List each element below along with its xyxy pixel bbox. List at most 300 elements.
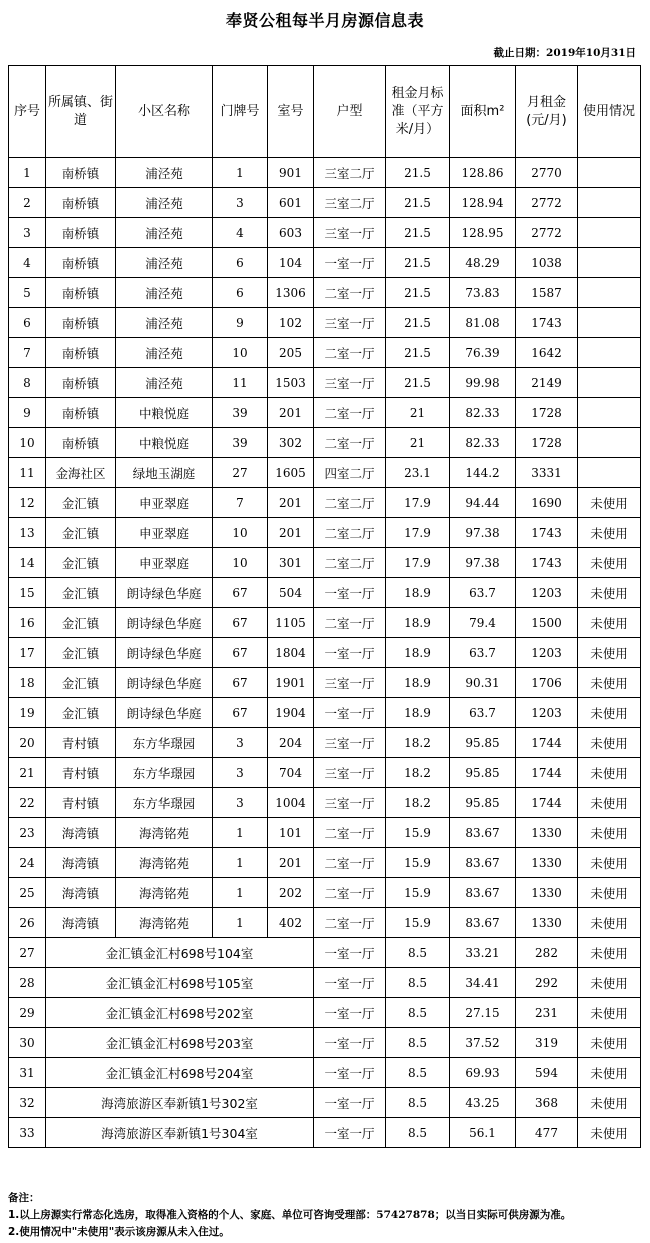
table-cell: 82.33 — [450, 398, 516, 428]
table-cell: 金汇镇 — [46, 638, 116, 668]
table-cell: 282 — [516, 938, 578, 968]
table-cell: 15.9 — [386, 818, 450, 848]
table-row — [9, 698, 641, 728]
table-cell: 1306 — [268, 278, 314, 308]
table-cell: 10 — [213, 518, 268, 548]
table-cell: 海湾镇 — [46, 848, 116, 878]
table-cell: 二室二厅 — [314, 488, 386, 518]
table-cell: 15 — [9, 578, 46, 608]
table-cell: 浦泾苑 — [116, 308, 213, 338]
table-cell: 21.5 — [386, 158, 450, 188]
table-cell: 浦泾苑 — [116, 368, 213, 398]
table-cell: 1330 — [516, 878, 578, 908]
table-cell: 1203 — [516, 578, 578, 608]
table-cell: 201 — [268, 488, 314, 518]
table-cell: 601 — [268, 188, 314, 218]
table-cell: 67 — [213, 578, 268, 608]
table-cell: 1587 — [516, 278, 578, 308]
table-cell: 104 — [268, 248, 314, 278]
table-cell: 金汇镇 — [46, 578, 116, 608]
table-cell: 一室一厅 — [314, 1118, 386, 1148]
table-cell: 63.7 — [450, 638, 516, 668]
table-cell: 21.5 — [386, 278, 450, 308]
table-cell: 浦泾苑 — [116, 338, 213, 368]
table-cell: 金海社区 — [46, 458, 116, 488]
deadline-date: 截止日期：2019年10月31日 — [493, 47, 636, 59]
table-cell: 二室一厅 — [314, 278, 386, 308]
table-cell: 二室一厅 — [314, 608, 386, 638]
table-cell: 102 — [268, 308, 314, 338]
table-cell: 82.33 — [450, 428, 516, 458]
note-1 — [8, 1207, 571, 1224]
table-cell: 18.9 — [386, 698, 450, 728]
table-cell: 368 — [516, 1088, 578, 1118]
table-cell: 17.9 — [386, 548, 450, 578]
table-row — [9, 488, 641, 518]
table-cell: 南桥镇 — [46, 248, 116, 278]
table-cell: 1804 — [268, 638, 314, 668]
table-cell: 21 — [386, 398, 450, 428]
table-cell: 海湾旅游区奉新镇1号302室 — [46, 1088, 314, 1118]
table-cell: 128.94 — [450, 188, 516, 218]
table-cell: 83.67 — [450, 878, 516, 908]
table-cell: 1 — [213, 158, 268, 188]
table-row — [9, 398, 641, 428]
table-cell: 朗诗绿色华庭 — [116, 698, 213, 728]
table-cell: 1743 — [516, 548, 578, 578]
table-cell: 8.5 — [386, 1028, 450, 1058]
table-cell: 18.9 — [386, 578, 450, 608]
table-row — [9, 1118, 641, 1148]
table-cell: 8.5 — [386, 998, 450, 1028]
table-cell: 6 — [9, 308, 46, 338]
header-cell: 租金月标准（平方米/月） — [386, 66, 450, 158]
table-cell: 海湾镇 — [46, 878, 116, 908]
table-cell: 南桥镇 — [46, 428, 116, 458]
table-cell: 1743 — [516, 308, 578, 338]
table-cell — [578, 368, 641, 398]
table-cell: 未使用 — [578, 548, 641, 578]
table-cell: 浦泾苑 — [116, 278, 213, 308]
table-cell: 67 — [213, 698, 268, 728]
table-cell: 2 — [9, 188, 46, 218]
table-cell: 未使用 — [578, 698, 641, 728]
table-cell: 83.67 — [450, 848, 516, 878]
table-cell: 一室一厅 — [314, 248, 386, 278]
table-cell: 4 — [9, 248, 46, 278]
table-cell: 朗诗绿色华庭 — [116, 578, 213, 608]
table-cell: 南桥镇 — [46, 368, 116, 398]
table-header-row — [9, 66, 641, 158]
table-row — [9, 908, 641, 938]
table-cell: 11 — [213, 368, 268, 398]
table-cell: 浦泾苑 — [116, 158, 213, 188]
table-cell: 三室一厅 — [314, 218, 386, 248]
table-cell: 56.1 — [450, 1118, 516, 1148]
table-cell: 四室二厅 — [314, 458, 386, 488]
table-cell: 21 — [9, 758, 46, 788]
table-cell: 5 — [9, 278, 46, 308]
table-row — [9, 638, 641, 668]
table-cell: 18.9 — [386, 638, 450, 668]
table-cell: 浦泾苑 — [116, 248, 213, 278]
table-cell: 18.9 — [386, 668, 450, 698]
table-cell: 东方华璟园 — [116, 758, 213, 788]
table-cell: 69.93 — [450, 1058, 516, 1088]
table-cell: 12 — [9, 488, 46, 518]
table-cell: 24 — [9, 848, 46, 878]
table-cell: 三室一厅 — [314, 308, 386, 338]
table-row — [9, 848, 641, 878]
table-cell: 8.5 — [386, 968, 450, 998]
table-cell — [578, 248, 641, 278]
table-cell: 15.9 — [386, 908, 450, 938]
table-cell: 95.85 — [450, 728, 516, 758]
table-cell: 67 — [213, 638, 268, 668]
table-cell: 2772 — [516, 218, 578, 248]
table-cell: 17 — [9, 638, 46, 668]
table-cell: 二室一厅 — [314, 878, 386, 908]
table-row — [9, 248, 641, 278]
table-cell: 14 — [9, 548, 46, 578]
table-cell: 一室一厅 — [314, 578, 386, 608]
table-cell: 1 — [213, 848, 268, 878]
table-cell: 504 — [268, 578, 314, 608]
table-cell: 21.5 — [386, 308, 450, 338]
table-cell: 20 — [9, 728, 46, 758]
table-cell: 1743 — [516, 518, 578, 548]
table-cell: 青村镇 — [46, 788, 116, 818]
table-cell: 一室一厅 — [314, 998, 386, 1028]
table-row — [9, 968, 641, 998]
table-cell: 东方华璟园 — [116, 728, 213, 758]
table-cell: 292 — [516, 968, 578, 998]
table-cell — [578, 218, 641, 248]
table-cell: 10 — [213, 548, 268, 578]
table-cell: 南桥镇 — [46, 218, 116, 248]
header-cell: 门牌号 — [213, 66, 268, 158]
table-cell: 海湾铭苑 — [116, 908, 213, 938]
table-cell: 99.98 — [450, 368, 516, 398]
table-cell: 海湾镇 — [46, 908, 116, 938]
table-cell: 未使用 — [578, 1028, 641, 1058]
table-cell: 704 — [268, 758, 314, 788]
table-cell: 未使用 — [578, 878, 641, 908]
table-cell: 一室一厅 — [314, 1088, 386, 1118]
table-cell: 1744 — [516, 758, 578, 788]
table-cell: 一室一厅 — [314, 1028, 386, 1058]
table-cell — [578, 398, 641, 428]
table-cell: 1500 — [516, 608, 578, 638]
table-cell: 302 — [268, 428, 314, 458]
table-cell: 申亚翠庭 — [116, 548, 213, 578]
table-cell: 未使用 — [578, 758, 641, 788]
table-row — [9, 608, 641, 638]
header-cell: 所属镇、街道 — [46, 66, 116, 158]
table-cell: 未使用 — [578, 638, 641, 668]
table-cell: 21.5 — [386, 188, 450, 218]
table-cell: 未使用 — [578, 668, 641, 698]
table-cell: 28 — [9, 968, 46, 998]
table-cell: 39 — [213, 398, 268, 428]
header-cell: 户型 — [314, 66, 386, 158]
table-cell: 9 — [9, 398, 46, 428]
table-cell: 1330 — [516, 818, 578, 848]
table-cell: 南桥镇 — [46, 278, 116, 308]
table-cell: 603 — [268, 218, 314, 248]
table-cell: 63.7 — [450, 578, 516, 608]
table-cell — [578, 428, 641, 458]
table-cell: 金汇镇 — [46, 518, 116, 548]
table-cell: 海湾铭苑 — [116, 848, 213, 878]
table-cell: 中粮悦庭 — [116, 428, 213, 458]
table-cell: 205 — [268, 338, 314, 368]
table-cell: 477 — [516, 1118, 578, 1148]
table-cell: 3 — [213, 788, 268, 818]
table-cell: 三室一厅 — [314, 368, 386, 398]
table-cell: 4 — [213, 218, 268, 248]
table-cell: 29 — [9, 998, 46, 1028]
table-cell: 1 — [9, 158, 46, 188]
table-cell: 1330 — [516, 848, 578, 878]
table-cell — [578, 308, 641, 338]
table-cell: 8.5 — [386, 1118, 450, 1148]
table-cell: 一室一厅 — [314, 968, 386, 998]
table-cell: 3 — [213, 728, 268, 758]
table-cell: 15.9 — [386, 848, 450, 878]
table-cell: 21.5 — [386, 218, 450, 248]
table-cell: 6 — [213, 248, 268, 278]
table-cell: 10 — [213, 338, 268, 368]
table-cell: 18.2 — [386, 728, 450, 758]
table-row — [9, 548, 641, 578]
table-cell: 南桥镇 — [46, 188, 116, 218]
table-cell: 青村镇 — [46, 758, 116, 788]
table-cell: 21.5 — [386, 248, 450, 278]
table-cell: 1203 — [516, 638, 578, 668]
table-cell: 83.67 — [450, 818, 516, 848]
table-cell: 201 — [268, 518, 314, 548]
table-cell: 二室一厅 — [314, 848, 386, 878]
table-cell: 27 — [213, 458, 268, 488]
table-cell: 二室一厅 — [314, 338, 386, 368]
table-cell: 231 — [516, 998, 578, 1028]
table-cell: 319 — [516, 1028, 578, 1058]
table-cell: 申亚翠庭 — [116, 488, 213, 518]
page-title: 奉贤公租每半月房源信息表 — [225, 11, 424, 30]
table-cell: 1901 — [268, 668, 314, 698]
table-cell: 9 — [213, 308, 268, 338]
table-cell: 1744 — [516, 788, 578, 818]
table-cell: 未使用 — [578, 578, 641, 608]
table-cell: 1004 — [268, 788, 314, 818]
table-cell: 三室一厅 — [314, 788, 386, 818]
table-cell: 18.2 — [386, 758, 450, 788]
table-cell: 2149 — [516, 368, 578, 398]
table-cell: 594 — [516, 1058, 578, 1088]
note-1-text: 1.以上房源实行常态化选房，取得准入资格的个人、家庭、单位可咨询受理部： — [8, 1209, 377, 1221]
table-cell: 67 — [213, 608, 268, 638]
table-cell: 901 — [268, 158, 314, 188]
table-cell: 81.08 — [450, 308, 516, 338]
table-cell: 27.15 — [450, 998, 516, 1028]
table-cell: 海湾旅游区奉新镇1号304室 — [46, 1118, 314, 1148]
table-cell: 二室二厅 — [314, 518, 386, 548]
table-cell: 未使用 — [578, 938, 641, 968]
table-cell: 海湾铭苑 — [116, 878, 213, 908]
table-cell: 金汇镇 — [46, 608, 116, 638]
table-cell: 402 — [268, 908, 314, 938]
table-cell: 83.67 — [450, 908, 516, 938]
table-row — [9, 1058, 641, 1088]
table-cell: 6 — [213, 278, 268, 308]
table-cell: 76.39 — [450, 338, 516, 368]
table-cell: 202 — [268, 878, 314, 908]
table-row — [9, 668, 641, 698]
table-cell: 南桥镇 — [46, 338, 116, 368]
table-cell: 95.85 — [450, 788, 516, 818]
table-cell: 三室一厅 — [314, 758, 386, 788]
table-cell: 128.86 — [450, 158, 516, 188]
table-cell: 南桥镇 — [46, 308, 116, 338]
table-cell: 东方华璟园 — [116, 788, 213, 818]
table-cell: 1105 — [268, 608, 314, 638]
table-row — [9, 428, 641, 458]
table-row — [9, 998, 641, 1028]
table-cell — [578, 458, 641, 488]
notes-heading: 备注： — [8, 1192, 40, 1204]
table-cell: 301 — [268, 548, 314, 578]
table-cell: 金汇镇金汇村698号204室 — [46, 1058, 314, 1088]
table-cell: 201 — [268, 848, 314, 878]
table-cell: 未使用 — [578, 998, 641, 1028]
table-cell: 2770 — [516, 158, 578, 188]
table-cell: 未使用 — [578, 968, 641, 998]
table-cell: 未使用 — [578, 1058, 641, 1088]
table-cell: 未使用 — [578, 788, 641, 818]
table-cell: 32 — [9, 1088, 46, 1118]
table-cell: 未使用 — [578, 608, 641, 638]
table-cell: 1 — [213, 818, 268, 848]
table-row — [9, 758, 641, 788]
header-cell: 室号 — [268, 66, 314, 158]
table-cell: 8 — [9, 368, 46, 398]
table-cell: 金汇镇金汇村698号104室 — [46, 938, 314, 968]
table-cell: 39 — [213, 428, 268, 458]
table-cell: 一室一厅 — [314, 1058, 386, 1088]
table-cell: 三室二厅 — [314, 158, 386, 188]
table-cell: 7 — [9, 338, 46, 368]
table-row — [9, 368, 641, 398]
table-cell: 101 — [268, 818, 314, 848]
table-cell: 19 — [9, 698, 46, 728]
table-cell: 1706 — [516, 668, 578, 698]
table-cell: 二室一厅 — [314, 818, 386, 848]
table-cell: 1728 — [516, 428, 578, 458]
table-cell: 三室一厅 — [314, 668, 386, 698]
table-cell: 95.85 — [450, 758, 516, 788]
table-cell: 3 — [9, 218, 46, 248]
table-cell: 海湾镇 — [46, 818, 116, 848]
table-cell: 一室一厅 — [314, 938, 386, 968]
table-cell: 8.5 — [386, 1058, 450, 1088]
table-cell: 中粮悦庭 — [116, 398, 213, 428]
phone-number: 57427878 — [376, 1209, 435, 1221]
table-row — [9, 1028, 641, 1058]
table-cell: 1330 — [516, 908, 578, 938]
table-cell: 3 — [213, 188, 268, 218]
table-cell — [578, 188, 641, 218]
table-row — [9, 158, 641, 188]
table-cell: 31 — [9, 1058, 46, 1088]
note-1-tail: ；以当日实际可供房源为准。 — [434, 1209, 572, 1221]
table-cell: 97.38 — [450, 548, 516, 578]
header-cell: 序号 — [9, 66, 46, 158]
table-row — [9, 338, 641, 368]
note-2: 2.使用情况中"未使用"表示该房源从未入住过。 — [8, 1226, 230, 1238]
table-cell: 7 — [213, 488, 268, 518]
table-cell: 33.21 — [450, 938, 516, 968]
table-cell: 90.31 — [450, 668, 516, 698]
table-cell: 绿地玉湖庭 — [116, 458, 213, 488]
table-cell: 未使用 — [578, 818, 641, 848]
table-row — [9, 788, 641, 818]
table-cell: 48.29 — [450, 248, 516, 278]
table-cell: 79.4 — [450, 608, 516, 638]
header-cell: 小区名称 — [116, 66, 213, 158]
table-row — [9, 278, 641, 308]
table-cell: 17.9 — [386, 518, 450, 548]
table-cell: 27 — [9, 938, 46, 968]
table-cell: 16 — [9, 608, 46, 638]
table-cell: 金汇镇 — [46, 668, 116, 698]
table-cell: 94.44 — [450, 488, 516, 518]
table-cell: 金汇镇 — [46, 548, 116, 578]
table-cell: 1038 — [516, 248, 578, 278]
table-cell: 1 — [213, 908, 268, 938]
notes — [8, 1190, 571, 1241]
table-cell: 二室一厅 — [314, 908, 386, 938]
header-cell: 面积m² — [450, 66, 516, 158]
table-cell: 128.95 — [450, 218, 516, 248]
table-cell: 23 — [9, 818, 46, 848]
table-cell: 8.5 — [386, 938, 450, 968]
table-cell: 朗诗绿色华庭 — [116, 608, 213, 638]
table-cell: 1503 — [268, 368, 314, 398]
table-cell: 未使用 — [578, 1088, 641, 1118]
table-cell: 未使用 — [578, 1118, 641, 1148]
table-cell: 33 — [9, 1118, 46, 1148]
table-cell: 13 — [9, 518, 46, 548]
table-cell — [578, 278, 641, 308]
table-cell: 37.52 — [450, 1028, 516, 1058]
table-cell: 97.38 — [450, 518, 516, 548]
table-cell: 15.9 — [386, 878, 450, 908]
table-cell: 25 — [9, 878, 46, 908]
table-cell: 朗诗绿色华庭 — [116, 638, 213, 668]
table-cell: 17.9 — [386, 488, 450, 518]
table-cell: 金汇镇 — [46, 488, 116, 518]
table-cell: 金汇镇金汇村698号202室 — [46, 998, 314, 1028]
table-cell: 南桥镇 — [46, 398, 116, 428]
table-cell: 2772 — [516, 188, 578, 218]
table-cell — [578, 158, 641, 188]
table-cell: 未使用 — [578, 908, 641, 938]
table-cell: 23.1 — [386, 458, 450, 488]
table-cell: 21.5 — [386, 368, 450, 398]
table-row — [9, 458, 641, 488]
table-cell: 201 — [268, 398, 314, 428]
